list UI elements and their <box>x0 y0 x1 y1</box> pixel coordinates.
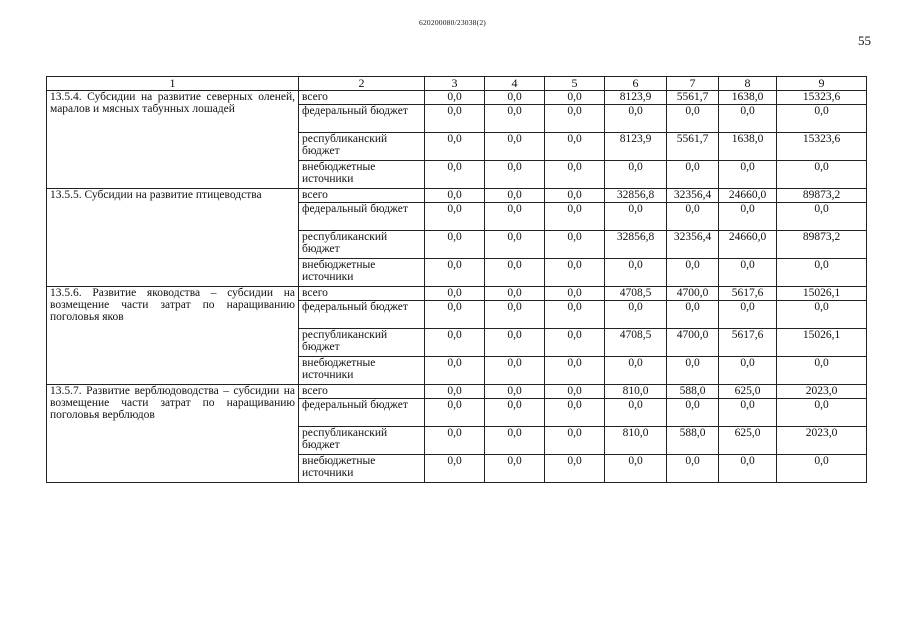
value-cell: 0,0 <box>667 259 719 287</box>
value-cell: 0,0 <box>485 161 545 189</box>
value-cell: 0,0 <box>485 203 545 231</box>
value-cell: 5617,6 <box>719 329 777 357</box>
value-cell: 0,0 <box>777 161 867 189</box>
value-cell: 0,0 <box>485 259 545 287</box>
value-cell: 0,0 <box>485 399 545 427</box>
value-cell: 0,0 <box>605 259 667 287</box>
value-cell: 0,0 <box>425 385 485 399</box>
column-header: 4 <box>485 77 545 91</box>
value-cell: 0,0 <box>667 357 719 385</box>
funding-source: республиканский бюджет <box>299 133 425 161</box>
value-cell: 0,0 <box>545 329 605 357</box>
value-cell: 0,0 <box>545 231 605 259</box>
value-cell: 0,0 <box>485 133 545 161</box>
value-cell: 625,0 <box>719 385 777 399</box>
funding-source: внебюджетные источники <box>299 357 425 385</box>
value-cell: 0,0 <box>425 329 485 357</box>
value-cell: 0,0 <box>485 357 545 385</box>
value-cell: 0,0 <box>777 259 867 287</box>
value-cell: 8123,9 <box>605 91 667 105</box>
value-cell: 0,0 <box>777 203 867 231</box>
value-cell: 0,0 <box>545 189 605 203</box>
column-header: 8 <box>719 77 777 91</box>
value-cell: 0,0 <box>605 203 667 231</box>
value-cell: 4708,5 <box>605 287 667 301</box>
value-cell: 0,0 <box>545 385 605 399</box>
budget-table <box>46 76 867 483</box>
value-cell: 15026,1 <box>777 287 867 301</box>
value-cell: 625,0 <box>719 427 777 455</box>
value-cell: 32356,4 <box>667 231 719 259</box>
value-cell: 0,0 <box>667 455 719 483</box>
value-cell: 0,0 <box>719 357 777 385</box>
value-cell: 0,0 <box>605 161 667 189</box>
funding-source: всего <box>299 189 425 203</box>
value-cell: 810,0 <box>605 427 667 455</box>
value-cell: 0,0 <box>545 203 605 231</box>
value-cell: 0,0 <box>719 301 777 329</box>
value-cell: 0,0 <box>425 301 485 329</box>
value-cell: 0,0 <box>545 91 605 105</box>
value-cell: 32356,4 <box>667 189 719 203</box>
value-cell: 5617,6 <box>719 287 777 301</box>
value-cell: 0,0 <box>485 287 545 301</box>
funding-source: всего <box>299 91 425 105</box>
funding-source: республиканский бюджет <box>299 329 425 357</box>
value-cell: 0,0 <box>545 161 605 189</box>
value-cell: 0,0 <box>667 399 719 427</box>
value-cell: 0,0 <box>425 427 485 455</box>
funding-source: всего <box>299 385 425 399</box>
value-cell: 0,0 <box>605 105 667 133</box>
column-header: 9 <box>777 77 867 91</box>
value-cell: 0,0 <box>485 189 545 203</box>
value-cell: 0,0 <box>425 455 485 483</box>
value-cell: 4708,5 <box>605 329 667 357</box>
value-cell: 4700,0 <box>667 287 719 301</box>
funding-source: внебюджетные источники <box>299 161 425 189</box>
value-cell: 0,0 <box>545 301 605 329</box>
value-cell: 0,0 <box>777 301 867 329</box>
value-cell: 0,0 <box>425 161 485 189</box>
value-cell: 0,0 <box>425 287 485 301</box>
funding-source: внебюджетные источники <box>299 259 425 287</box>
value-cell: 32856,8 <box>605 231 667 259</box>
value-cell: 1638,0 <box>719 91 777 105</box>
value-cell: 0,0 <box>667 301 719 329</box>
value-cell: 0,0 <box>425 91 485 105</box>
value-cell: 0,0 <box>777 105 867 133</box>
value-cell: 0,0 <box>425 189 485 203</box>
value-cell: 0,0 <box>425 231 485 259</box>
table-body <box>47 91 867 483</box>
column-header: 7 <box>667 77 719 91</box>
table-row <box>47 189 867 203</box>
value-cell: 0,0 <box>485 329 545 357</box>
value-cell: 0,0 <box>777 399 867 427</box>
value-cell: 0,0 <box>545 105 605 133</box>
value-cell: 0,0 <box>719 203 777 231</box>
value-cell: 0,0 <box>425 259 485 287</box>
value-cell: 0,0 <box>425 399 485 427</box>
value-cell: 588,0 <box>667 427 719 455</box>
section-title: 13.5.6. Развитие яководства – субсидии на возмещение части затрат по наращиванию поголовья яков <box>47 287 299 385</box>
funding-source: федеральный бюджет <box>299 301 425 329</box>
value-cell: 0,0 <box>719 105 777 133</box>
value-cell: 0,0 <box>605 399 667 427</box>
value-cell: 24660,0 <box>719 231 777 259</box>
section-title: 13.5.4. Субсидии на развитие северных оленей, маралов и мясных табунных лошадей <box>47 91 299 189</box>
funding-source: внебюджетные источники <box>299 455 425 483</box>
document-id: 620200080/23038(2) <box>419 18 486 27</box>
value-cell: 4700,0 <box>667 329 719 357</box>
value-cell: 89873,2 <box>777 189 867 203</box>
column-header: 6 <box>605 77 667 91</box>
value-cell: 0,0 <box>605 357 667 385</box>
value-cell: 2023,0 <box>777 427 867 455</box>
value-cell: 15026,1 <box>777 329 867 357</box>
value-cell: 5561,7 <box>667 91 719 105</box>
column-header: 5 <box>545 77 605 91</box>
value-cell: 0,0 <box>425 105 485 133</box>
column-header: 2 <box>299 77 425 91</box>
value-cell: 15323,6 <box>777 91 867 105</box>
column-header: 3 <box>425 77 485 91</box>
value-cell: 0,0 <box>545 427 605 455</box>
column-header: 1 <box>47 77 299 91</box>
value-cell: 0,0 <box>485 231 545 259</box>
value-cell: 89873,2 <box>777 231 867 259</box>
section-title: 13.5.5. Субсидии на развитие птицеводства <box>47 189 299 287</box>
value-cell: 588,0 <box>667 385 719 399</box>
value-cell: 0,0 <box>719 259 777 287</box>
value-cell: 0,0 <box>485 91 545 105</box>
value-cell: 0,0 <box>485 301 545 329</box>
funding-source: республиканский бюджет <box>299 427 425 455</box>
value-cell: 0,0 <box>545 259 605 287</box>
funding-source: федеральный бюджет <box>299 105 425 133</box>
table-row <box>47 91 867 105</box>
value-cell: 0,0 <box>719 399 777 427</box>
value-cell: 5561,7 <box>667 133 719 161</box>
table-row <box>47 287 867 301</box>
value-cell: 0,0 <box>425 203 485 231</box>
value-cell: 0,0 <box>719 161 777 189</box>
value-cell: 2023,0 <box>777 385 867 399</box>
value-cell: 0,0 <box>485 105 545 133</box>
header-row <box>47 77 867 91</box>
value-cell: 0,0 <box>667 161 719 189</box>
table-row <box>47 385 867 399</box>
funding-source: республиканский бюджет <box>299 231 425 259</box>
value-cell: 0,0 <box>545 399 605 427</box>
value-cell: 0,0 <box>545 287 605 301</box>
value-cell: 0,0 <box>545 133 605 161</box>
value-cell: 24660,0 <box>719 189 777 203</box>
value-cell: 0,0 <box>545 455 605 483</box>
value-cell: 32856,8 <box>605 189 667 203</box>
value-cell: 0,0 <box>605 301 667 329</box>
value-cell: 810,0 <box>605 385 667 399</box>
value-cell: 0,0 <box>605 455 667 483</box>
funding-source: федеральный бюджет <box>299 203 425 231</box>
value-cell: 0,0 <box>777 455 867 483</box>
value-cell: 0,0 <box>545 357 605 385</box>
value-cell: 0,0 <box>485 385 545 399</box>
value-cell: 8123,9 <box>605 133 667 161</box>
value-cell: 0,0 <box>425 357 485 385</box>
value-cell: 0,0 <box>719 455 777 483</box>
section-title: 13.5.7. Развитие верблюдоводства – субсидии на возмещение части затрат по наращиванию поголовья верблюдов <box>47 385 299 483</box>
page-number: 55 <box>858 33 871 48</box>
value-cell: 0,0 <box>667 203 719 231</box>
funding-source: всего <box>299 287 425 301</box>
value-cell: 0,0 <box>485 455 545 483</box>
value-cell: 15323,6 <box>777 133 867 161</box>
value-cell: 0,0 <box>667 105 719 133</box>
value-cell: 0,0 <box>485 427 545 455</box>
funding-source: федеральный бюджет <box>299 399 425 427</box>
value-cell: 0,0 <box>777 357 867 385</box>
value-cell: 1638,0 <box>719 133 777 161</box>
value-cell: 0,0 <box>425 133 485 161</box>
